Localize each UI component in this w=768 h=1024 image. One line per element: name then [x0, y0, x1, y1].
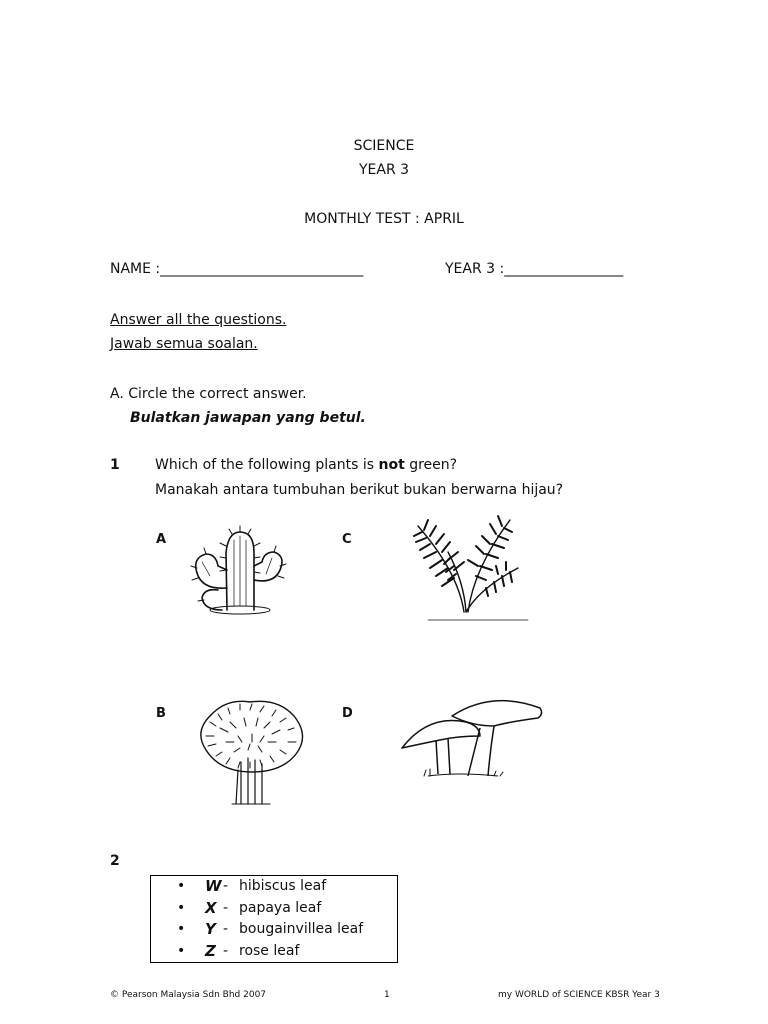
question-1-text-before: Which of the following plants is	[155, 457, 379, 473]
item-text: hibiscus leaf	[239, 878, 327, 894]
subject-title: SCIENCE	[353, 138, 415, 154]
instruction-english: Answer all the questions.	[110, 312, 287, 328]
item-letter: W	[205, 877, 222, 895]
mushroom-icon[interactable]	[398, 692, 548, 784]
question-1-text-after: green?	[404, 457, 458, 473]
item-dash: -	[223, 921, 229, 937]
test-title: MONTHLY TEST : APRIL	[304, 211, 464, 227]
list-item	[151, 876, 397, 898]
bullet-icon: •	[177, 921, 186, 937]
item-text: rose leaf	[239, 942, 300, 959]
class-label: YEAR 3 :	[445, 261, 505, 277]
name-line	[110, 261, 363, 277]
bullet-icon: •	[177, 899, 186, 916]
footer-page-number: 1	[384, 990, 390, 1000]
cactus-icon[interactable]	[182, 518, 302, 618]
list-item	[151, 941, 397, 963]
year-title: YEAR 3	[358, 162, 410, 178]
footer-series: my WORLD of SCIENCE KBSR Year 3	[498, 990, 660, 1000]
name-blank[interactable]: _____________________________	[160, 261, 364, 277]
bamboo-bush-icon[interactable]	[186, 692, 316, 812]
option-d-label[interactable]: D	[342, 706, 353, 721]
class-line	[445, 261, 623, 277]
question-2-item-box	[150, 875, 398, 963]
item-text: bougainvillea leaf	[239, 921, 364, 937]
option-a-label[interactable]: A	[156, 532, 167, 547]
question-1-text-bold: not	[378, 457, 405, 473]
question-1-text	[155, 457, 457, 473]
fern-icon[interactable]	[398, 512, 538, 624]
item-text: papaya leaf	[239, 899, 322, 916]
item-letter: Z	[205, 941, 216, 960]
list-item	[151, 919, 397, 941]
bullet-icon: •	[177, 878, 186, 894]
bullet-icon: •	[177, 942, 186, 959]
question-1-text-malay: Manakah antara tumbuhan berikut bukan berwarna hijau?	[155, 482, 564, 498]
item-dash: -	[223, 899, 229, 916]
footer-copyright: © Pearson Malaysia Sdn Bhd 2007	[110, 990, 267, 1000]
name-label: NAME :	[110, 261, 161, 277]
question-2-number: 2	[110, 853, 120, 869]
option-c-label[interactable]: C	[342, 532, 352, 547]
item-dash: -	[223, 942, 229, 959]
item-letter: X	[205, 898, 217, 917]
list-item	[151, 898, 397, 920]
question-1-number: 1	[110, 457, 120, 473]
class-blank[interactable]: _________________	[504, 261, 624, 277]
section-a-label: A. Circle the correct answer.	[110, 386, 307, 402]
instruction-malay: Jawab semua soalan.	[110, 336, 258, 352]
item-dash: -	[223, 878, 229, 894]
section-a-label-malay: Bulatkan jawapan yang betul.	[130, 410, 366, 426]
item-letter: Y	[205, 920, 216, 938]
option-b-label[interactable]: B	[156, 706, 166, 721]
